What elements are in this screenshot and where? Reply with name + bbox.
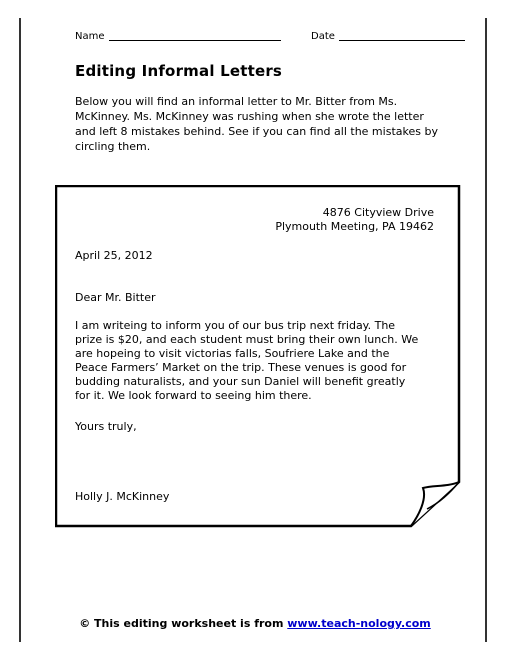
- letter-date: April 25, 2012: [75, 249, 153, 262]
- page-title: Editing Informal Letters: [75, 62, 283, 80]
- name-label: Name: [75, 31, 105, 42]
- letter-sheet: [55, 185, 459, 525]
- footer-link[interactable]: www.teach-nology.com: [287, 617, 431, 630]
- name-field[interactable]: [75, 30, 281, 42]
- letter-signature: Holly J. McKinney: [75, 490, 170, 503]
- name-line[interactable]: [109, 30, 281, 41]
- date-line[interactable]: [339, 30, 465, 41]
- intro-text: Below you will find an informal letter to Mr. Bitter from Ms. McKinney. Ms. McKinney was rushing when she wrote the letter and left 8 mistakes behind. See if you can find all the mistakes by circling them.: [75, 95, 438, 153]
- sender-address: [275, 206, 434, 234]
- address-line-1: 4876 Cityview Drive: [322, 206, 434, 219]
- letter-body: I am writeing to inform you of our bus trip next friday. The prize is $20, and each student must bring their own lunch. We are hopeing to visit victorias falls, Soufriere Lake and the Peace Farmers’ Market on the trip. These venues is good for budding naturalists, and your sun Daniel will benefit greatly for it. We look forward to seeing him there.: [75, 319, 419, 402]
- date-label: Date: [311, 31, 335, 42]
- letter-greeting: Dear Mr. Bitter: [75, 291, 156, 304]
- address-line-2: Plymouth Meeting, PA 19462: [275, 220, 434, 233]
- date-field[interactable]: [311, 30, 465, 42]
- footer-text: © This editing worksheet is from: [79, 617, 288, 630]
- footer: [0, 617, 510, 630]
- letter-closing: Yours truly,: [75, 420, 137, 433]
